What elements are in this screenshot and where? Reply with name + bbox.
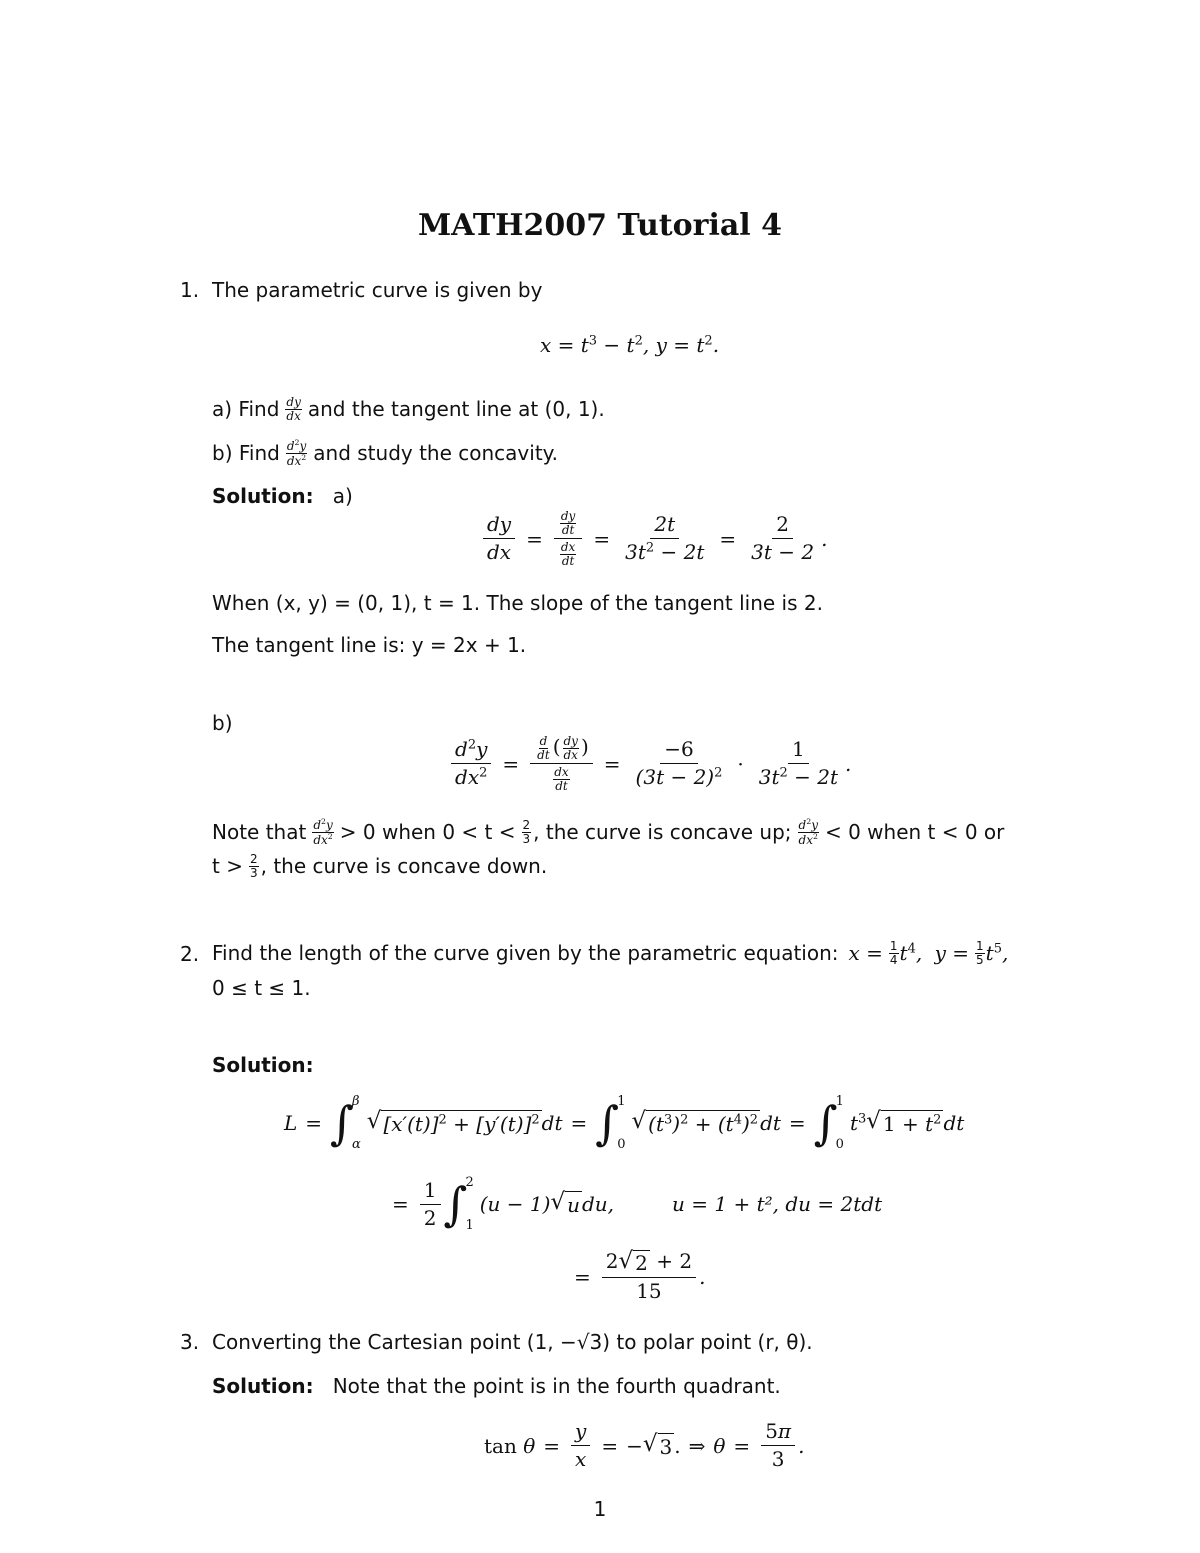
q1-part-b bbox=[212, 439, 558, 467]
q2-arc-length-line3: = 2 √ 2 + 2 15 . bbox=[574, 1248, 706, 1303]
q2-text-line2: 0 ≤ t ≤ 1. bbox=[212, 976, 311, 1000]
q3-number: 3. bbox=[180, 1330, 200, 1354]
q1-part-b-label: b) Find bbox=[212, 441, 280, 466]
dy-dx-fraction: $\frac{dy}{dx}$ bbox=[286, 395, 301, 423]
page-number: 1 bbox=[593, 1497, 607, 1521]
q1-equation: $x = t^3 - t^2$, $y = t^2$. bbox=[540, 333, 720, 357]
q1-note-line1: Note that $\frac{d^2y}{dx^2}$ > 0 when 0 < t < $\frac{2}{3}$ , the curve is concave up; $\frac{d^2y}{dx^2}$ < 0 when t < 0 or bbox=[212, 817, 1005, 847]
q2-arc-length-line2: = $\frac{1}{2}$ ∫ 2 1 (u − 1) √ u du, u = 1 + t², du = 2tdt bbox=[392, 1175, 883, 1233]
q1-second-derivative-equation: $\frac{d^2y}{dx^2}$ = $\frac{d}{dt}$ ( $\frac{dy}{dx}$ ) $\frac{dx}{dt}$ = $\frac{-6}{(3t - 2)^2}$ · $\frac{1}{3t^2 - 2t}$ . bbox=[448, 735, 851, 792]
q1-part-b-rest: and study the concavity. bbox=[313, 441, 559, 466]
q1-intro: The parametric curve is given by bbox=[212, 278, 543, 302]
q1-part-a bbox=[212, 396, 605, 422]
q3-solution: Solution: Note that the point is in the fourth quadrant. bbox=[212, 1374, 781, 1398]
q1-note-line2: t > $\frac{2}{3}$ , the curve is concave down. bbox=[212, 852, 548, 880]
q1-part-a-label: a) Find bbox=[212, 397, 280, 422]
q1-derivative-equation: $\frac{dy}{dx}$ = $\frac{\frac{dy}{dt}}{\frac{dx}{dt}}$ = $\frac{2t}{3t^2 - 2t}$ = $\frac{2}{3t - 2}$ . bbox=[480, 510, 827, 567]
page-title: MATH2007 Tutorial 4 bbox=[417, 208, 783, 243]
q2-arc-length-line1: L = ∫ β α √ $[x'(t)]^2 + [y'(t)]^2$ dt = ∫ 1 0 √ $(t^3)^2 + (t^4)^2$ dt = ∫ 1 0 $t^3$ √ $1 + t^2$ dt bbox=[284, 1094, 965, 1152]
q1-solution-b-label: b) bbox=[212, 711, 233, 735]
q2-number: 2. bbox=[180, 942, 200, 966]
q3-angle-equation: tan θ = $\frac{y}{x}$ = − √ 3 . ⇒ θ = $\frac{5\pi}{3}$ . bbox=[484, 1419, 805, 1471]
d2y-dx2-fraction: $\frac{d^2y}{dx^2}$ bbox=[286, 438, 307, 468]
q1-part-a-rest: and the tangent line at (0, 1). bbox=[307, 397, 605, 422]
q2-substitution: u = 1 + t², du = 2tdt bbox=[672, 1192, 883, 1216]
q1-sol-a-line2: The tangent line is: y = 2x + 1. bbox=[212, 633, 527, 657]
q2-solution-label: Solution: bbox=[212, 1053, 314, 1077]
q1-solution-label: Solution: a) bbox=[212, 484, 353, 508]
q1-sol-a-line1: When (x, y) = (0, 1), t = 1. The slope of the tangent line is 2. bbox=[212, 591, 823, 615]
q2-text-line1: Find the length of the curve given by the parametric equation: x = $\frac{1}{4}$ $t^4$, y = $\frac{1}{5}$ $t^5$, bbox=[212, 939, 1009, 967]
q3-text: Converting the Cartesian point (1, −√3) to polar point (r, θ). bbox=[212, 1330, 813, 1354]
q1-number: 1. bbox=[180, 278, 200, 302]
